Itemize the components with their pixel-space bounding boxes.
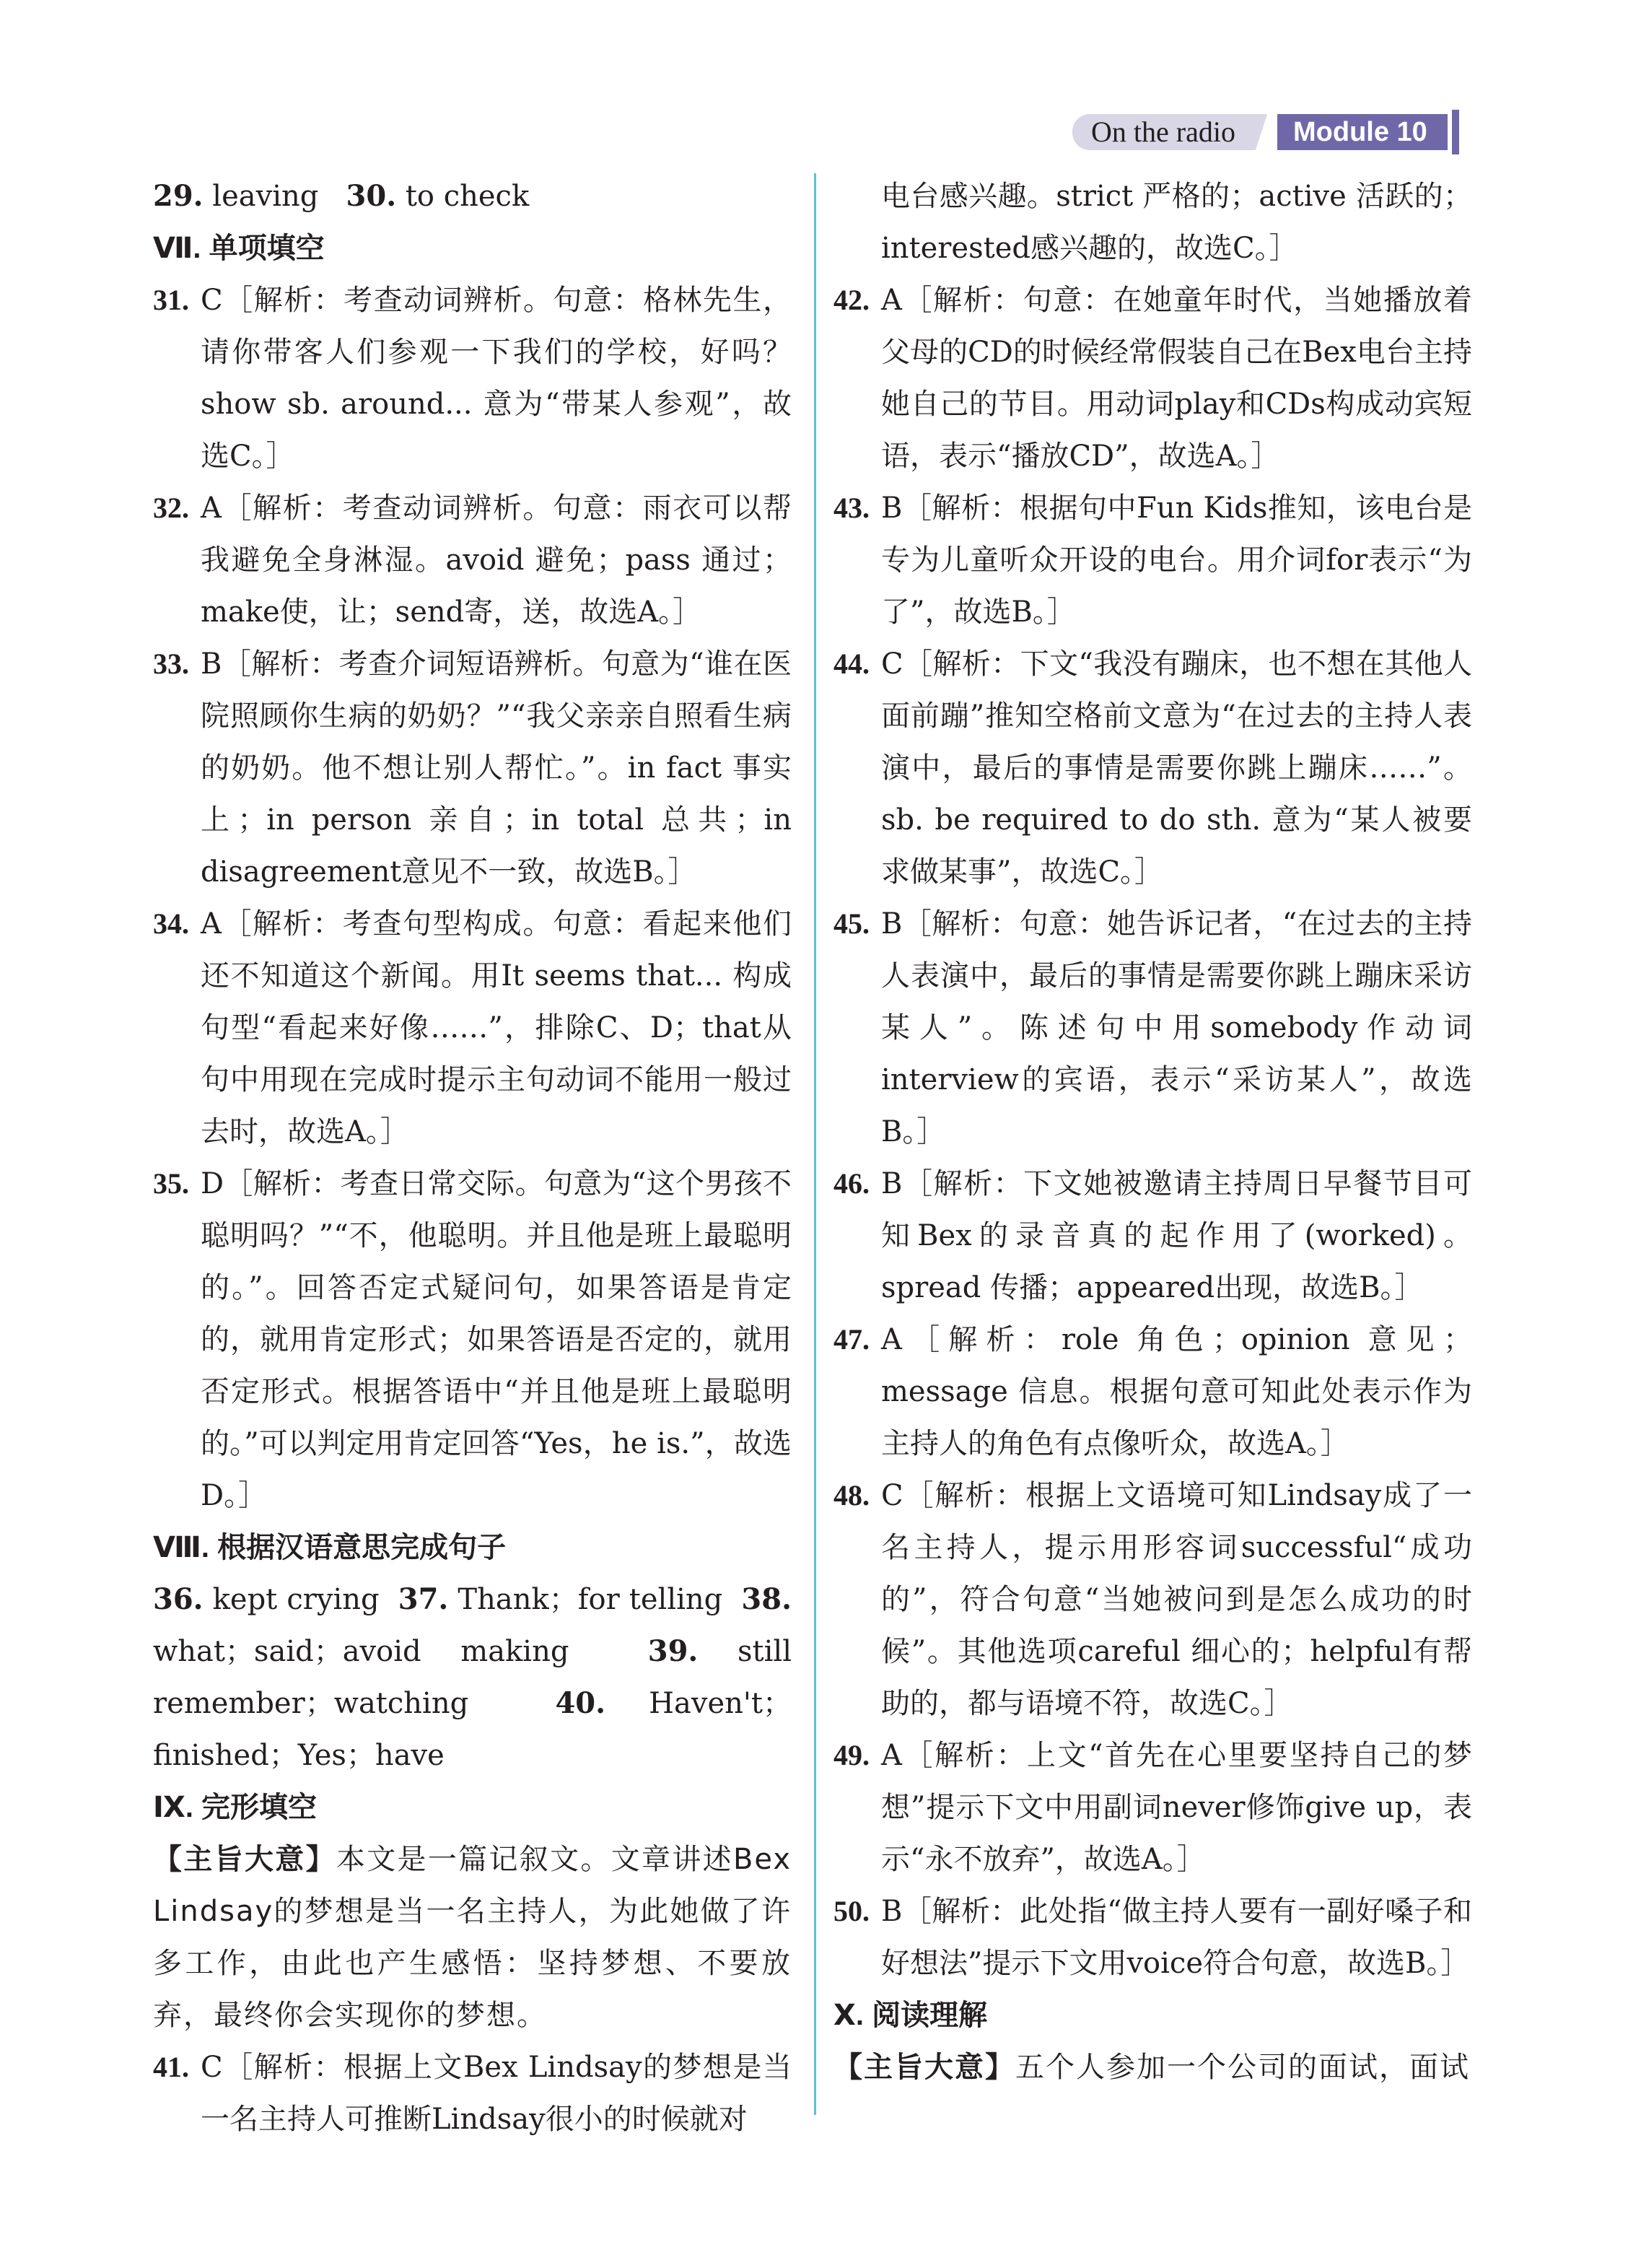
item-number: 48. bbox=[833, 1479, 870, 1512]
answer-item bbox=[833, 1158, 1472, 1314]
answers-29-30: 29. leaving 30. to check bbox=[153, 179, 530, 213]
item-number: 33. bbox=[153, 647, 189, 680]
item-explanation: C［解析：考查动词辨析。句意：格林先生，请你带客人们参观一下我们的学校，好吗？show sb. around... 意为“带某人参观”，故选C。］ bbox=[201, 284, 792, 473]
answer-item bbox=[833, 482, 1472, 638]
column-divider bbox=[814, 173, 816, 2115]
item-explanation: A［解析：句意：在她童年时代，当她播放着父母的CD的时候经常假装自己在Bex电台主持她自己的节目。用动词play和CDs构成动宾短语，表示“播放CD”，故选A。］ bbox=[881, 284, 1472, 473]
item-number: 44. bbox=[833, 647, 870, 680]
cloze-answer-list bbox=[833, 274, 1472, 1989]
answer-item bbox=[833, 1314, 1472, 1470]
item-number: 50. bbox=[833, 1895, 870, 1927]
item-explanation: C［解析：根据上文语境可知Lindsay成了一名主持人，提示用形容词successful“成功的”，符合句意“当她被问到是怎么成功的时候”。其他选项careful 细心的；helpful有帮助的，都与语境不符，故选C。］ bbox=[881, 1479, 1472, 1720]
item-number: 47. bbox=[833, 1323, 870, 1356]
item-number: 34. bbox=[153, 907, 189, 940]
right-column bbox=[833, 170, 1472, 2093]
answer-item bbox=[833, 1885, 1472, 1989]
section-9-heading: Ⅸ. 完形填空 bbox=[153, 1792, 318, 1823]
cloze-summary: 【主旨大意】本文是一篇记叙文。文章讲述Bex Lindsay的梦想是当一名主持人，为此她做了许多工作，由此也产生感悟：坚持梦想、不要放弃，最终你会实现你的梦想。 bbox=[153, 1843, 792, 2032]
item-explanation: B［解析：此处指“做主持人要有一副好嗓子和好想法”提示下文用voice符合句意，故选B。］ bbox=[881, 1895, 1472, 1980]
answer-item bbox=[833, 1470, 1472, 1730]
item-explanation: A［解析：上文“首先在心里要坚持自己的梦想”提示下文中用副词never修饰give up，表示“永不放弃”，故选A。］ bbox=[881, 1739, 1472, 1876]
item-explanation: B［解析：根据句中Fun Kids推知，该电台是专为儿童听众开设的电台。用介词for表示“为了”，故选B。］ bbox=[881, 492, 1472, 629]
item-number: 35. bbox=[153, 1167, 189, 1200]
item-explanation: C［解析：下文“我没有蹦床，也不想在其他人面前蹦”推知空格前文意为“在过去的主持人表演中，最后的事情是需要你跳上蹦床……”。sb. be required to do sth. 意为“某人被要求做某事”，故选C。］ bbox=[881, 647, 1472, 889]
item-explanation: D［解析：考查日常交际。句意为“这个男孩不聪明吗？”“不，他聪明。并且他是班上最聪明的。”。回答否定式疑问句，如果答语是肯定的，就用肯定形式；如果答语是否定的，就用否定形式。根据答语中“并且他是班上最聪明的。”可以判定用肯定回答“Yes，he is.”，故选D。］ bbox=[201, 1167, 792, 1512]
item-number: 32. bbox=[153, 492, 189, 524]
module-label: Module 10 bbox=[1277, 114, 1448, 150]
answer-item bbox=[833, 898, 1472, 1158]
item-explanation: A［解析：考查动词辨析。句意：雨衣可以帮我避免全身淋湿。avoid 避免；pass 通过；make使，让；send寄，送，故选A。］ bbox=[201, 492, 792, 629]
item-number: 45. bbox=[833, 907, 870, 940]
answer-item bbox=[153, 482, 792, 638]
header-end-bar bbox=[1452, 110, 1459, 154]
item-explanation: A［解析：考查句型构成。句意：看起来他们还不知道这个新闻。用It seems that... 构成句型“看起来好像……”，排除C、D；that从句中用现在完成时提示主句动词不能用一般过去时，故选A。］ bbox=[201, 907, 792, 1148]
page-header bbox=[1072, 108, 1476, 154]
answer-item-41-continued: 电台感兴趣。strict 严格的；active 活跃的；interested感兴趣的，故选C。］ bbox=[881, 180, 1472, 265]
answer-item bbox=[153, 638, 792, 898]
reading-summary: 【主旨大意】五个人参加一个公司的面试，面试 bbox=[833, 2051, 1470, 2084]
item-explanation: B［解析：下文她被邀请主持周日早餐节目可知Bex的录音真的起作用了(worked)。spread 传播；appeared出现，故选B。］ bbox=[881, 1167, 1472, 1304]
left-column bbox=[153, 170, 792, 2145]
fill-in-answers: 36. kept crying 37. Thank；for telling 38. what；said；avoid making 39. still remember；watching 40. Haven't；finished；Yes；have bbox=[153, 1582, 792, 1772]
section-7-heading: Ⅶ. 单项填空 bbox=[153, 232, 325, 264]
answer-item bbox=[833, 274, 1472, 482]
item-explanation: A［解析：role 角色；opinion 意见；message 信息。根据句意可知此处表示作为主持人的角色有点像听众，故选A。］ bbox=[881, 1323, 1472, 1460]
item-number: 46. bbox=[833, 1167, 870, 1200]
item-explanation: B［解析：句意：她告诉记者，“在过去的主持人表演中，最后的事情是需要你跳上蹦床采访某人”。陈述句中用somebody作动词interview的宾语，表示“采访某人”，故选B。］ bbox=[881, 907, 1472, 1148]
item-number: 43. bbox=[833, 492, 870, 524]
section-8-heading: Ⅷ. 根据汉语意思完成句子 bbox=[153, 1532, 507, 1563]
answer-item bbox=[153, 1158, 792, 1522]
item-explanation: B［解析：考查介词短语辨析。句意为“谁在医院照顾你生病的奶奶？”“我父亲亲自照看生病的奶奶。他不想让别人帮忙。”。in fact 事实上；in person 亲自；in total 总共；in disagreement意见不一致，故选B。］ bbox=[201, 647, 792, 889]
section-10-heading: Ⅹ. 阅读理解 bbox=[833, 1999, 988, 2031]
answer-item bbox=[153, 274, 792, 482]
single-choice-list bbox=[153, 274, 792, 1522]
answer-item bbox=[153, 898, 792, 1158]
answer-item bbox=[833, 1730, 1472, 1885]
unit-title: On the radio bbox=[1072, 114, 1267, 150]
answer-item-41: 41. C［解析：根据上文Bex Lindsay的梦想是当一名主持人可推断Lindsay很小的时候就对 bbox=[153, 2051, 792, 2136]
item-number: 42. bbox=[833, 284, 870, 316]
item-number: 31. bbox=[153, 284, 189, 316]
answer-item bbox=[833, 638, 1472, 898]
item-number: 49. bbox=[833, 1739, 870, 1771]
